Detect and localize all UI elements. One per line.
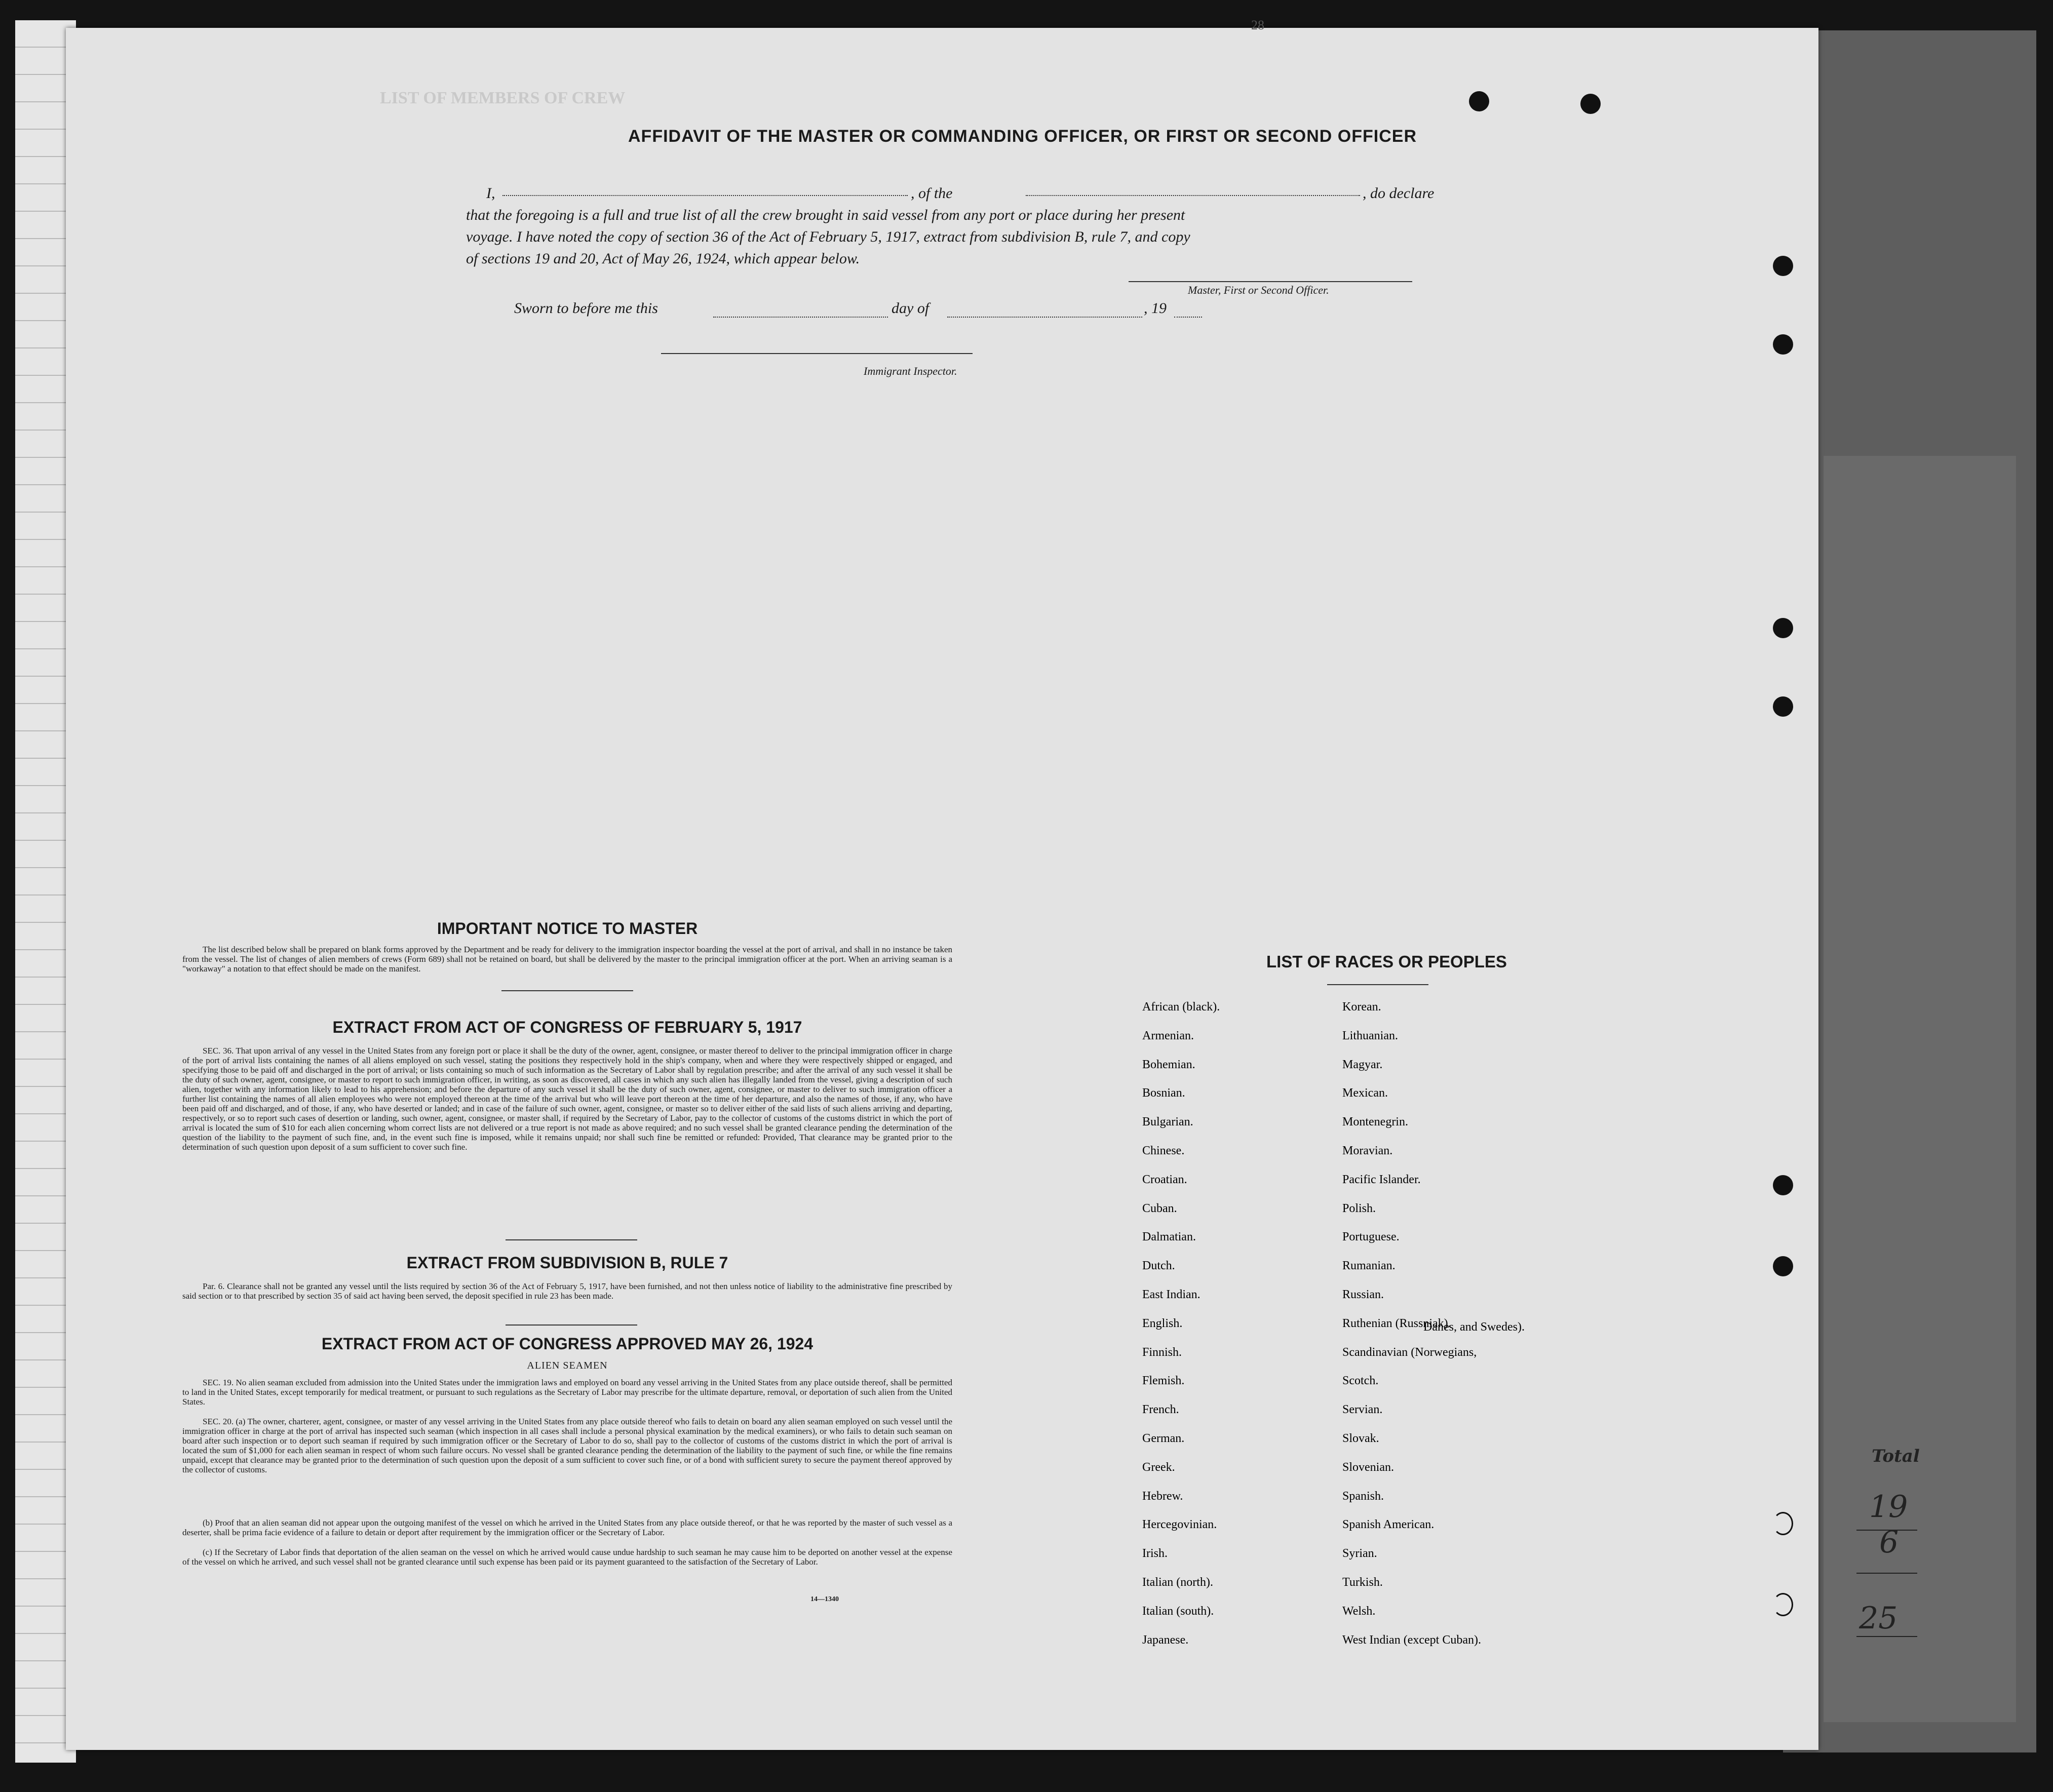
total-divider-2 (1856, 1573, 1917, 1574)
notice-title: IMPORTANT NOTICE TO MASTER (437, 919, 698, 938)
master-label: Master, First or Second Officer. (1188, 284, 1329, 296)
race-item-left: Hercegovinian. (1142, 1518, 1217, 1532)
race-item-right: Scandinavian (Norwegians, (1342, 1345, 1477, 1359)
race-item-left: Cuban. (1142, 1201, 1177, 1215)
sworn-month-blank (947, 317, 1142, 318)
race-item-continuation: Danes, and Swedes). (1423, 1320, 1525, 1334)
total-divider-3 (1856, 1636, 1917, 1637)
race-item-right: Syrian. (1342, 1547, 1377, 1561)
punch-hole (1773, 1256, 1793, 1276)
inspector-label: Immigrant Inspector. (864, 365, 957, 377)
punch-hole (1469, 91, 1489, 111)
extract-rule7-title: EXTRACT FROM SUBDIVISION B, RULE 7 (406, 1254, 728, 1272)
section-divider (506, 1324, 637, 1326)
extract-rule7-text: Par. 6. Clearance shall not be granted any vessel until the lists required by section 36 of the Act of February 5, 1917, have been furnished, and not then unless notice of liability to the administrative fine prescribed by said section or to that prescribed by section 35 of said act having been served, the deposit specified in rule 23 has been made. (182, 1281, 952, 1301)
total-label: Total (1872, 1446, 1920, 1466)
race-item-right: Spanish American. (1342, 1518, 1435, 1532)
race-item-left: Chinese. (1142, 1144, 1185, 1157)
sworn-day-blank (713, 317, 888, 318)
race-item-left: Japanese. (1142, 1633, 1189, 1647)
name-blank (502, 195, 908, 196)
races-title: LIST OF RACES OR PEOPLES (1266, 952, 1507, 971)
race-item-left: German. (1142, 1432, 1185, 1445)
race-item-right: Mexican. (1342, 1086, 1388, 1100)
race-item-right: Turkish. (1342, 1576, 1383, 1589)
race-item-left: French. (1142, 1403, 1179, 1417)
vessel-blank (1026, 195, 1360, 196)
extract-1924-sec20a: SEC. 20. (a) The owner, charterer, agent, consignee, or master of any vessel arriving in the United States from any place outside thereof who fails to detain on board any alien seaman employed on such vessel until the immigration officer in charge at the port of arrival has inspected such seaman (which inspection in all cases shall include a personal physical examination by the medical examiners), or who fails to detain such seaman on board after such inspection or to deport such seaman if required by such immigration officer or the Secretary of Labor to do so, shall pay to the collector of customs of the customs district in which the port of arrival is located the sum of $1,000 for each alien seaman in respect of whom such failure occurs. No vessel shall be granted clearance pending the determination of the liability to the payment of such fine, or while the fine remains unpaid, except that clearance may be granted prior to the determination of such question upon the deposit of a sum sufficient to cover such fine, or of a bond with sufficient surety to secure the payment thereof approved by the collector of customs. (182, 1417, 952, 1474)
race-item-right: Slovak. (1342, 1432, 1379, 1445)
notice-text: The list described below shall be prepared on blank forms approved by the Department and be ready for delivery to the immigration inspector boarding the vessel at the port of arrival, and shall in no instance be taken from the vessel. The list of changes of alien members of crews (Form 689) shall not be retained on board, but shall be delivered by the master to the principal immigration officer at the port. When an arriving seaman is a "workaway" a notation to that effect should be made on the manifest. (182, 945, 952, 973)
race-item-left: African (black). (1142, 1000, 1220, 1014)
race-item-left: Hebrew. (1142, 1489, 1183, 1503)
race-item-left: Italian (north). (1142, 1576, 1213, 1589)
affidavit-declare: , do declare (1363, 185, 1435, 202)
race-item-right: Korean. (1342, 1000, 1381, 1014)
race-item-right: Polish. (1342, 1201, 1376, 1215)
punch-hole (1773, 696, 1793, 717)
underlying-page-right-inner (1824, 456, 2016, 1722)
sworn-day-of: day of (892, 300, 929, 317)
race-item-left: Armenian. (1142, 1029, 1194, 1042)
race-item-right: Magyar. (1342, 1058, 1383, 1071)
race-item-left: Dutch. (1142, 1259, 1175, 1273)
extract-1924-sec19: SEC. 19. No alien seaman excluded from admission into the United States under the immigration laws and employed on board any vessel arriving in the United States from any place outside thereof, shall be permitted to land in the United States, except temporarily for medical treatment, or pursuant to such regulations as the Secretary of Labor may prescribe for the ultimate departure, removal, or deportation of such alien from the United States. (182, 1378, 952, 1407)
extract-1924-title: EXTRACT FROM ACT OF CONGRESS APPROVED MAY 26, 1924 (321, 1335, 814, 1353)
extract-1917-text: SEC. 36. That upon arrival of any vessel in the United States from any foreign port or place it shall be the duty of the owner, agent, consignee, or master thereof to deliver to the principal immigration officer in charge of the port of arrival lists containing the names of all aliens employed on such vessel, stating the positions they respectively hold in the ship's company, when and where they were respectively shipped or engaged, and specifying those to be paid off and discharged in the port of arrival; or lists containing so much of such information as the Secretary of Labor shall by regulation prescribe; and after the arrival of any such vessel it shall be the duty of such owner, agent, consignee, or master to report to such immigration officer, in writing, as soon as discovered, all cases in which any such alien has illegally landed from the vessel, giving a description of such alien, together with any information likely to lead to his apprehension; and before the departure of any such vessel it shall be the duty of such owner, agent, consignee, or master to deliver to such immigration officer a further list containing the names of all alien employees who were not employed thereon at the time of the arrival but who will leave port thereon at the time of her departure, and also the names of those, if any, who have been paid off and discharged, and of those, if any, who have deserted or landed; and in case of the failure of such owner, agent, consignee, or master so to deliver either of the said lists of such aliens arriving and departing, respectively, or so to report such cases of desertion or landing, such owner, agent, consignee, or master shall, if required by the Secretary of Labor, pay to the collector of customs of the customs district in which the port of arrival is located the sum of $10 for each alien concerning whom correct lists are not delivered or a true report is not made as above required; and no such vessel shall be granted clearance pending the determination of the question of the liability to the payment of such fine, and, in the event such fine is imposed, while it remains unpaid; nor shall such fine be remitted or refunded: Provided, That clearance may be granted prior to the determination of such question upon deposit of a sum sufficient to cover such fine. (182, 1046, 952, 1152)
extract-1924-sec20c: (c) If the Secretary of Labor finds that deportation of the alien seaman on the vessel on which he arrived would cause undue hardship to such seaman he may cause him to be deported on another vessel at the expense of the vessel on which he arrived, and such vessel shall not be granted clearance until such expense has been paid or its payment guaranteed to the satisfaction of the Secretary of Labor. (182, 1547, 952, 1567)
sworn-text: Sworn to before me this (514, 300, 658, 317)
sworn-year-blank (1174, 317, 1202, 318)
race-item-right: Scotch. (1342, 1374, 1379, 1388)
bleed-through-text: LIST OF MEMBERS OF CREW (380, 89, 626, 107)
race-item-right: Rumanian. (1342, 1259, 1396, 1273)
races-title-underline (1327, 984, 1428, 985)
race-item-right: Russian. (1342, 1288, 1384, 1301)
punch-hole (1773, 256, 1793, 276)
race-item-right: Montenegrin. (1342, 1115, 1408, 1129)
form-number: 14—1340 (810, 1595, 839, 1603)
punch-hole (1773, 1512, 1793, 1535)
race-item-left: Bohemian. (1142, 1058, 1195, 1071)
punch-hole (1773, 1175, 1793, 1195)
race-item-right: Servian. (1342, 1403, 1383, 1417)
race-item-right: Lithuanian. (1342, 1029, 1398, 1042)
race-item-right: Spanish. (1342, 1489, 1384, 1503)
extract-1924-subtitle: ALIEN SEAMEN (527, 1360, 608, 1371)
race-item-right: Welsh. (1342, 1604, 1376, 1618)
race-item-right: Pacific Islander. (1342, 1173, 1421, 1186)
race-item-left: Croatian. (1142, 1173, 1187, 1186)
race-item-left: Bosnian. (1142, 1086, 1185, 1100)
race-item-left: Irish. (1142, 1547, 1168, 1561)
punch-hole (1773, 334, 1793, 355)
race-item-left: Dalmatian. (1142, 1230, 1196, 1244)
affidavit-line-4: of sections 19 and 20, Act of May 26, 1924, which appear below. (466, 250, 860, 267)
master-signature-line (1129, 281, 1412, 282)
race-item-left: Bulgarian. (1142, 1115, 1193, 1129)
punch-hole (1580, 94, 1601, 114)
race-item-right: West Indian (except Cuban). (1342, 1633, 1481, 1647)
total-value-1: 19 (1869, 1489, 1908, 1525)
race-item-right: Portuguese. (1342, 1230, 1400, 1244)
document-sheet (66, 18, 1818, 1750)
sworn-year: , 19 (1144, 300, 1167, 317)
race-item-right: Moravian. (1342, 1144, 1393, 1157)
extract-1917-title: EXTRACT FROM ACT OF CONGRESS OF FEBRUARY 5, 1917 (332, 1018, 802, 1036)
affidavit-title: AFFIDAVIT OF THE MASTER OR COMMANDING OFFICER, OR FIRST OR SECOND OFFICER (628, 127, 1417, 146)
affidavit-line-3: voyage. I have noted the copy of section 36 of the Act of February 5, 1917, extract from subdivision B, rule 7, and copy (466, 228, 1190, 245)
section-divider (506, 1239, 637, 1240)
page-number: 28 (1251, 18, 1264, 32)
total-value-3: 25 (1859, 1601, 1898, 1636)
affidavit-of-the: , of the (911, 185, 953, 202)
race-item-left: Italian (south). (1142, 1604, 1214, 1618)
affidavit-i: I, (486, 185, 495, 202)
punch-hole (1773, 618, 1793, 638)
inspector-signature-line (661, 353, 973, 354)
section-divider (501, 990, 633, 991)
total-value-2: 6 (1879, 1525, 1899, 1560)
race-item-left: East Indian. (1142, 1288, 1200, 1301)
race-item-left: Greek. (1142, 1460, 1175, 1474)
race-item-left: Finnish. (1142, 1345, 1182, 1359)
race-item-right: Ruthenian (Russniak). (1342, 1316, 1451, 1330)
race-item-right: Slovenian. (1342, 1460, 1394, 1474)
race-item-left: English. (1142, 1316, 1183, 1330)
race-item-left: Flemish. (1142, 1374, 1185, 1388)
extract-1924-sec20b: (b) Proof that an alien seaman did not appear upon the outgoing manifest of the vessel on which he arrived in the United States from any place outside thereof, or that he was reported by the master of such vessel as a deserter, shall be prima facie evidence of a failure to detain or deport after requirement by the immigration officer or the Secretary of Labor. (182, 1518, 952, 1537)
affidavit-line-2: that the foregoing is a full and true list of all the crew brought in said vessel from any port or place during her present (466, 207, 1185, 223)
punch-hole (1773, 1593, 1793, 1616)
